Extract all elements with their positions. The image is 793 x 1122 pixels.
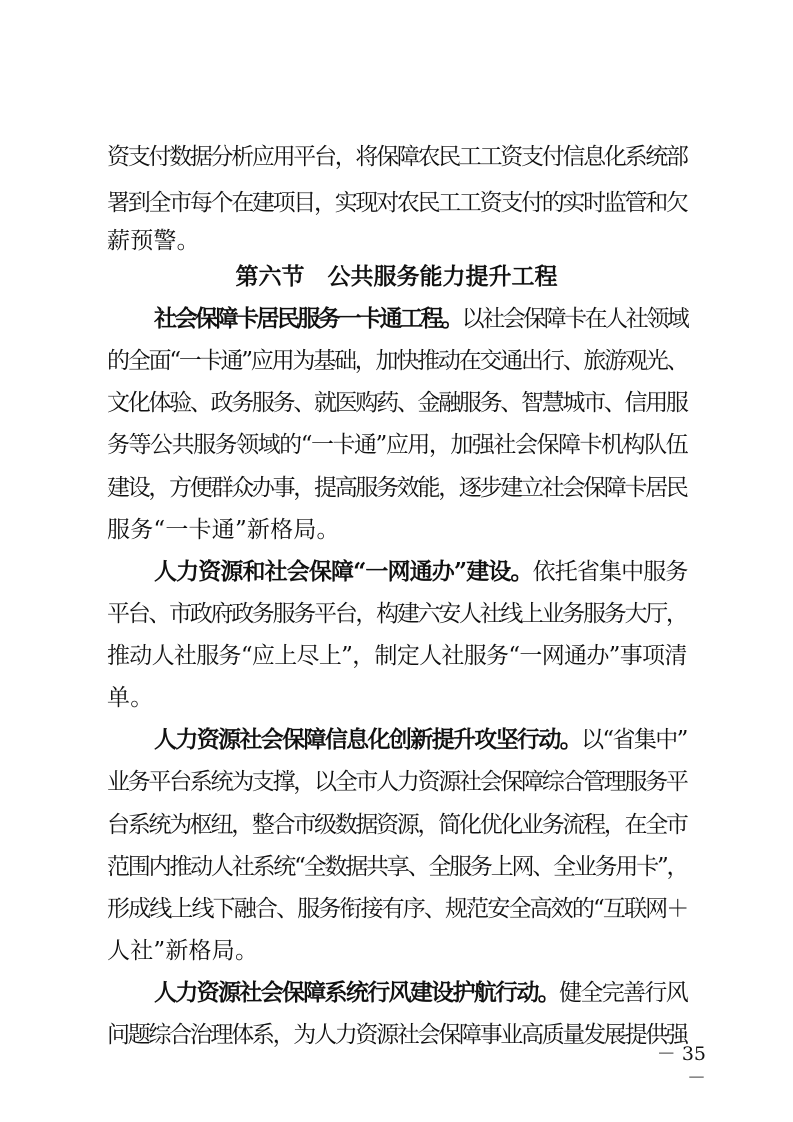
paragraph-first-line [154,557,687,587]
body-text-line: 业务平台系统为支撑，以全市人力资源社会保障综合管理服务平 [107,769,687,795]
paragraph-text: 以“省集中” [581,727,687,753]
body-text-line: 问题综合治理体系，为人力资源社会保障事业高质量发展提供强 [107,1022,687,1048]
body-text-line: 服务“一卡通”新格局。 [107,517,340,543]
body-text-line: 范围内推动人社系统“全数据共享、全服务上网、全业务用卡”， [107,854,688,880]
paragraph-first-line [154,725,687,755]
paragraph-first-line [154,978,687,1008]
page-number: － 35 － [656,1043,706,1089]
body-text-line: 文化体验、政务服务、就医购药、金融服务、智慧城市、信用服 [107,390,687,416]
paragraph-heading: 人力资源和社会保障“一网通办”建设。 [154,558,533,585]
paragraph-heading: 社会保障卡居民服务一卡通工程。 [154,305,462,332]
paragraph-text: 以社会保障卡在人社领域 [461,306,688,332]
paragraph-heading: 人力资源社会保障系统行风建设护航行动。 [154,979,560,1006]
body-text-line: 务等公共服务领域的“一卡通”应用，加强社会保障卡机构队伍 [107,432,688,458]
body-text-line: 薪预警。 [107,228,200,254]
paragraph-first-line [154,304,687,334]
body-text-line: 形成线上线下融合、服务衔接有序、规范安全高效的“互联网＋ [107,896,688,922]
body-text-line: 人社”新格局。 [107,938,259,964]
paragraph-text: 健全完善行风 [559,980,688,1006]
body-text-line: 台系统为枢纽，整合市级数据资源，简化优化业务流程，在全市 [107,812,687,838]
paragraph-text: 依托省集中服务 [532,559,688,585]
body-text-line: 单。 [107,685,154,711]
body-text-line: 平台、市政府政务服务平台，构建六安人社线上业务服务大厅， [107,601,687,627]
body-text-line: 的全面“一卡通”应用为基础，加快推动在交通出行、旅游观光、 [107,348,688,374]
body-text-line: 署到全市每个在建项目，实现对农民工工资支付的实时监管和欠 [107,190,687,216]
body-text-line: 推动人社服务“应上尽上”，制定人社服务“一网通办”事项清 [107,643,687,669]
section-title: 第六节 公共服务能力提升工程 [235,263,558,290]
paragraph-heading: 人力资源社会保障信息化创新提升攻坚行动。 [154,726,582,753]
body-text-line: 资支付数据分析应用平台，将保障农民工工资支付信息化系统部 [107,144,687,170]
body-text-line: 建设，方便群众办事，提高服务效能，逐步建立社会保障卡居民 [107,475,687,501]
